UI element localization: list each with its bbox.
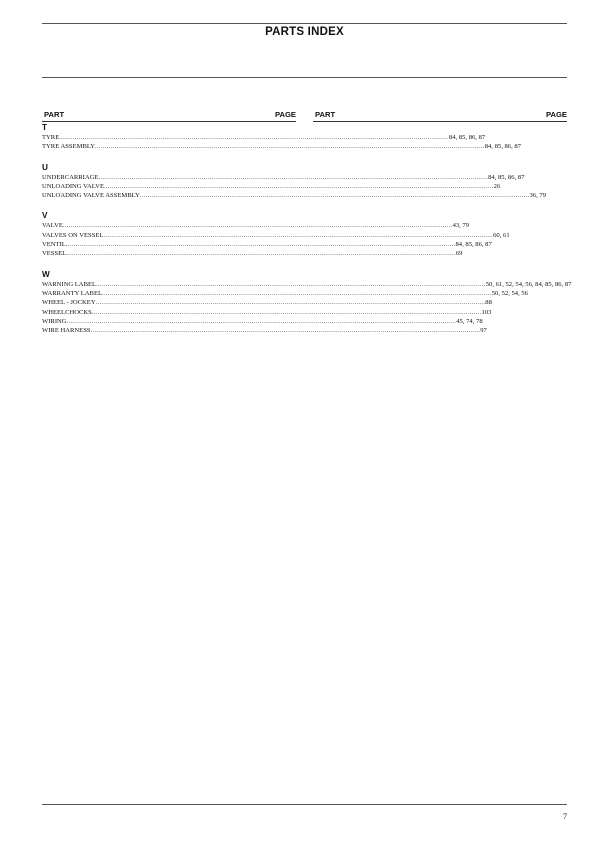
page-references: 97 <box>480 327 487 335</box>
leader-dots: ........................................................................................................................................................................................................ <box>95 299 486 307</box>
part-name: UNLOADING VALVE <box>42 182 104 190</box>
part-name: WARNING LABEL <box>42 280 97 288</box>
section-letter: W <box>42 269 50 279</box>
index-entry <box>42 280 572 289</box>
leader-dots: ........................................................................................................................................................................................................ <box>59 134 449 141</box>
leader-dots: ........................................................................................................................................................................................................ <box>139 192 530 200</box>
part-name: WIRE HARNESS <box>42 327 91 335</box>
index-entry <box>42 289 528 298</box>
index-entry <box>42 221 470 230</box>
index-entry <box>42 133 486 142</box>
page-references: 60, 61 <box>493 231 510 239</box>
leader-dots: ........................................................................................................................................................................................................ <box>62 222 453 230</box>
index-entry <box>42 182 501 191</box>
section-letter: U <box>42 162 48 172</box>
index-entry <box>42 142 521 151</box>
page-references: 84, 85, 86, 87 <box>455 241 492 249</box>
index-entry <box>42 173 525 182</box>
page-column-label: PAGE <box>275 110 296 119</box>
part-name: UNDERCARRIAGE <box>42 173 99 181</box>
index-entry <box>42 191 546 200</box>
page-number: 7 <box>563 812 567 821</box>
index-section-t <box>42 123 521 152</box>
leader-dots: ........................................................................................................................................................................................................ <box>91 308 482 316</box>
part-name: WHEEL - JOCKEY <box>42 299 96 307</box>
index-entry <box>42 326 487 335</box>
part-name: WHEELCHOCKS <box>42 308 92 316</box>
leader-dots: ........................................................................................................................................................................................................ <box>90 327 481 335</box>
part-name: VESSEL <box>42 250 67 258</box>
index-section-v <box>42 211 510 258</box>
index-entry <box>42 240 492 249</box>
leader-dots: ........................................................................................................................................................................................................ <box>102 289 492 297</box>
index-entry <box>42 317 483 326</box>
leader-dots: ........................................................................................................................................................................................................ <box>65 241 456 249</box>
column-header-left <box>42 110 296 122</box>
column-header-right <box>313 110 567 122</box>
leader-dots: ........................................................................................................................................................................................................ <box>98 173 489 181</box>
page-references: 45, 74, 78 <box>456 317 483 325</box>
section-letter: T <box>42 123 48 132</box>
page-references: 103 <box>481 308 492 316</box>
part-column-label: PART <box>44 110 65 119</box>
page-column-label: PAGE <box>546 110 567 119</box>
page-references: 26 <box>493 182 501 190</box>
part-name: WARRANTY LABEL <box>42 289 103 297</box>
page-references: 43, 79 <box>452 222 470 230</box>
part-name: WIRING <box>42 317 67 325</box>
part-name: TYRE <box>42 134 60 141</box>
leader-dots: ........................................................................................................................................................................................................ <box>66 250 456 258</box>
leader-dots: ........................................................................................................................................................................................................ <box>66 317 457 325</box>
page-references: 84, 85, 86, 87 <box>448 134 486 141</box>
leader-dots: ........................................................................................................................................................................................................ <box>96 280 486 288</box>
part-name: TYRE ASSEMBLY <box>42 143 96 151</box>
leader-dots: ........................................................................................................................................................................................................ <box>95 143 485 151</box>
part-column-label: PART <box>315 110 336 119</box>
page-references: 88 <box>485 299 492 307</box>
part-name: VENTIL <box>42 241 66 249</box>
page-title: PARTS INDEX <box>265 26 344 38</box>
part-name: UNLOADING VALVE ASSEMBLY <box>42 192 140 200</box>
index-entry <box>42 308 492 317</box>
header-rule <box>42 77 567 78</box>
leader-dots: ........................................................................................................................................................................................................ <box>103 231 494 239</box>
footer-rule <box>42 804 567 805</box>
index-entry <box>42 249 463 258</box>
page-references: 50, 52, 54, 56 <box>491 289 528 297</box>
page-references: 84, 85, 86, 87 <box>484 143 521 151</box>
part-name: VALVE <box>42 222 63 230</box>
parts-index-list <box>42 123 572 346</box>
index-section-u <box>42 162 546 201</box>
index-entry <box>42 231 510 240</box>
page-references: 36, 79 <box>529 192 546 200</box>
leader-dots: ........................................................................................................................................................................................................ <box>103 182 494 190</box>
page-references: 69 <box>455 250 463 258</box>
part-name: VALVES ON VESSEL <box>42 231 104 239</box>
top-rule <box>42 23 567 24</box>
page-references: 50, 61, 52, 54, 56, 84, 85, 86, 87 <box>485 280 572 288</box>
index-section-w <box>42 269 572 336</box>
page-references: 84, 85, 86, 87 <box>488 173 525 181</box>
index-entry <box>42 298 492 307</box>
section-letter: V <box>42 211 48 221</box>
